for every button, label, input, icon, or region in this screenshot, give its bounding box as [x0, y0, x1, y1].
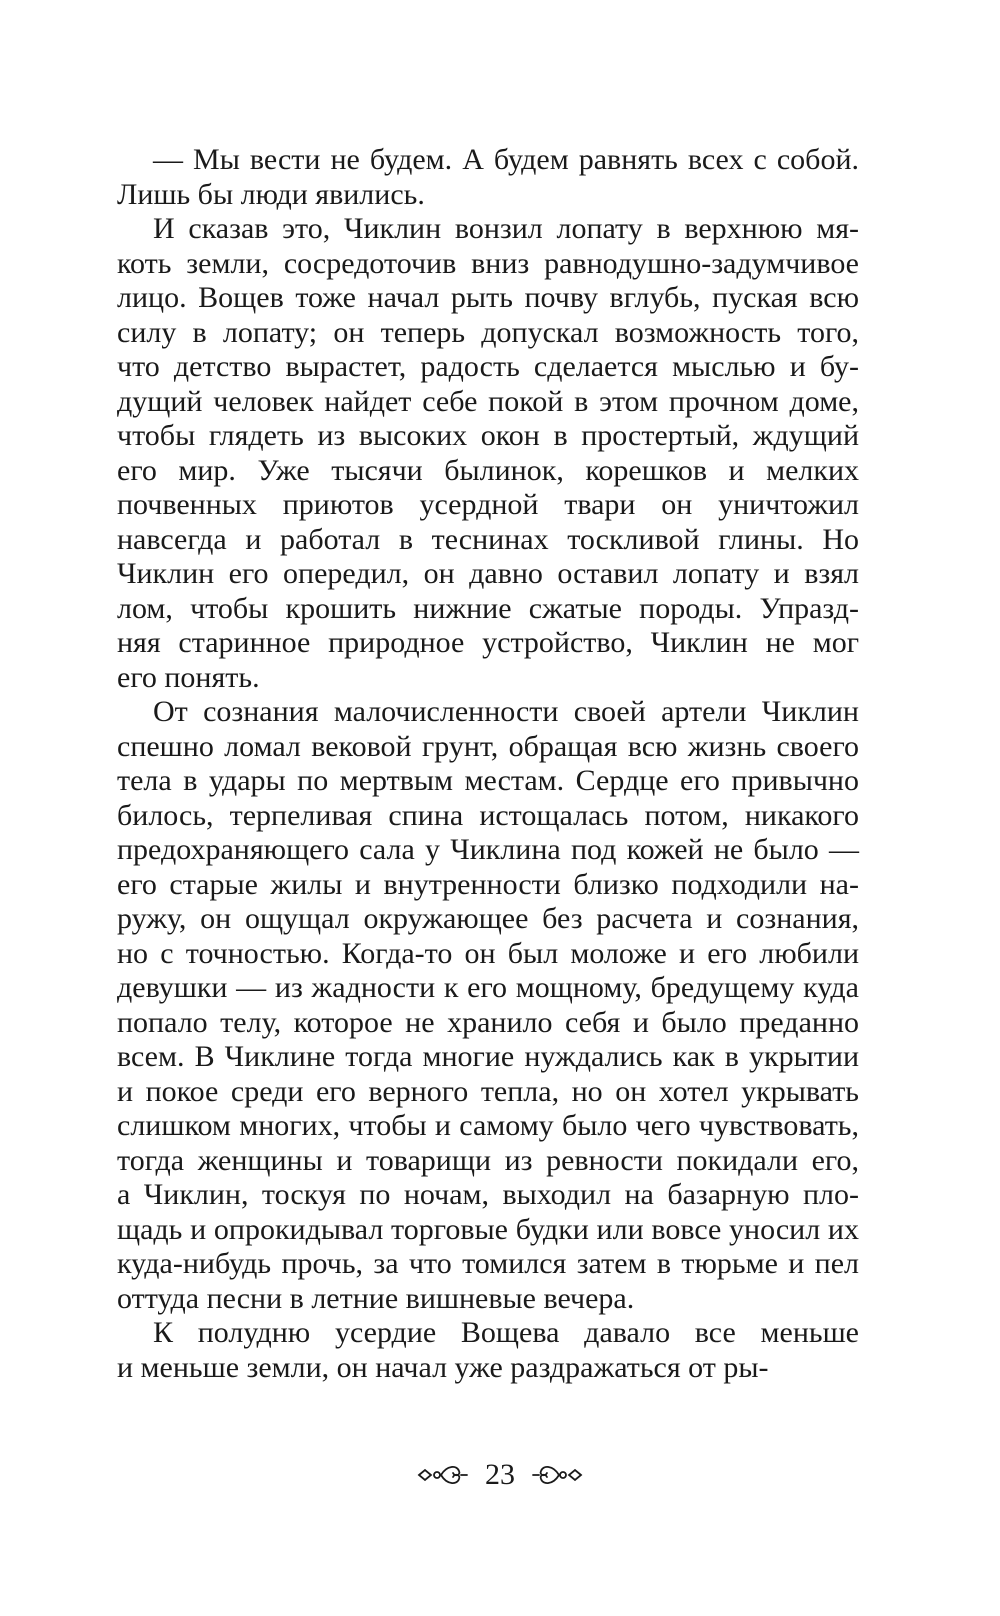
text-line: няя старинное природное устройство, Чиклин не мог: [117, 626, 859, 659]
text-line: чтобы глядеть из высоких окон в простертый, ждущий: [117, 419, 859, 452]
text-line: дущий человек найдет себе покой в этом прочном доме,: [117, 384, 859, 418]
text-line: но с точностью. Когда-то он был моложе и его любили: [117, 936, 859, 970]
text-line: Чиклин его опередил, он давно оставил лопату и взял: [117, 557, 859, 590]
text-line: навсегда и работал в теснинах тоскливой глины. Но: [117, 522, 859, 556]
body-text: [117, 143, 859, 1385]
text-line: слишком многих, чтобы и самому было чего чувствовать,: [117, 1109, 859, 1142]
text-line: щадь и опрокидывал торговые будки или вовсе уносил их: [117, 1212, 859, 1246]
text-line: спешно ломал вековой грунт, обращая всю жизнь своего: [117, 729, 859, 763]
right-ornament-icon: [529, 1463, 585, 1487]
text-line: его мир. Уже тысячи былинок, корешков и мелких: [117, 453, 859, 487]
paragraph: [117, 1316, 859, 1385]
text-line: и покое среди его верного тепла, но он хотел укрывать: [117, 1074, 859, 1108]
text-line: коть земли, сосредоточив вниз равнодушно-задумчивое: [117, 246, 859, 280]
text-line: лицо. Вощев тоже начал рыть почву вглубь, пуская всю: [117, 281, 859, 314]
page-number: 23: [485, 1458, 515, 1491]
text-line: ружу, он ощущал окружающее без расчета и сознания,: [117, 902, 859, 935]
text-line: лом, чтобы крошить нижние сжатые породы. Упразд-: [117, 591, 859, 625]
text-line: И сказав это, Чиклин вонзил лопату в верхнюю мя-: [153, 212, 859, 245]
text-line: куда-нибудь прочь, за что томился затем в тюрьме и пел: [117, 1247, 859, 1280]
text-line: — Мы вести не будем. А будем равнять всех с собой.: [153, 143, 859, 176]
text-line: и меньше земли, он начал уже раздражаться от ры-: [117, 1350, 769, 1384]
text-line: От сознания малочисленности своей артели Чиклин: [153, 695, 859, 728]
text-line: предохраняющего сала у Чиклина под кожей не было —: [117, 833, 859, 866]
text-line: оттуда песни в летние вишневые вечера.: [117, 1281, 635, 1315]
text-line: почвенных приютов усердной твари он уничтожил: [117, 488, 859, 521]
paragraph: [117, 212, 859, 695]
text-line: силу в лопату; он теперь допускал возможность того,: [117, 315, 859, 349]
text-line: что детство вырастет, радость сделается мыслью и бу-: [117, 350, 859, 383]
text-line: попало телу, которое не хранило себя и было преданно: [117, 1005, 859, 1039]
text-line: всем. В Чиклине тогда многие нуждались как в укрытии: [117, 1040, 859, 1073]
text-line: а Чиклин, тоскуя по ночам, выходил на базарную пло-: [117, 1178, 859, 1211]
paragraph: [117, 143, 859, 212]
paragraph: [117, 695, 859, 1316]
text-line: тогда женщины и товарищи из ревности покидали его,: [117, 1143, 859, 1177]
text-line: его понять.: [117, 660, 260, 694]
page-footer: [0, 1458, 1000, 1492]
text-line: Лишь бы люди явились.: [117, 177, 425, 211]
text-line: билось, терпеливая спина истощалась потом, никакого: [117, 798, 859, 832]
text-line: тела в удары по мертвым местам. Сердце его привычно: [117, 764, 859, 797]
text-line: девушки — из жадности к его мощному, бредущему куда: [117, 971, 859, 1004]
text-line: К полудню усердие Вощева давало все меньше: [153, 1316, 859, 1349]
left-ornament-icon: [415, 1463, 471, 1487]
text-line: его старые жилы и внутренности близко подходили на-: [117, 867, 859, 901]
